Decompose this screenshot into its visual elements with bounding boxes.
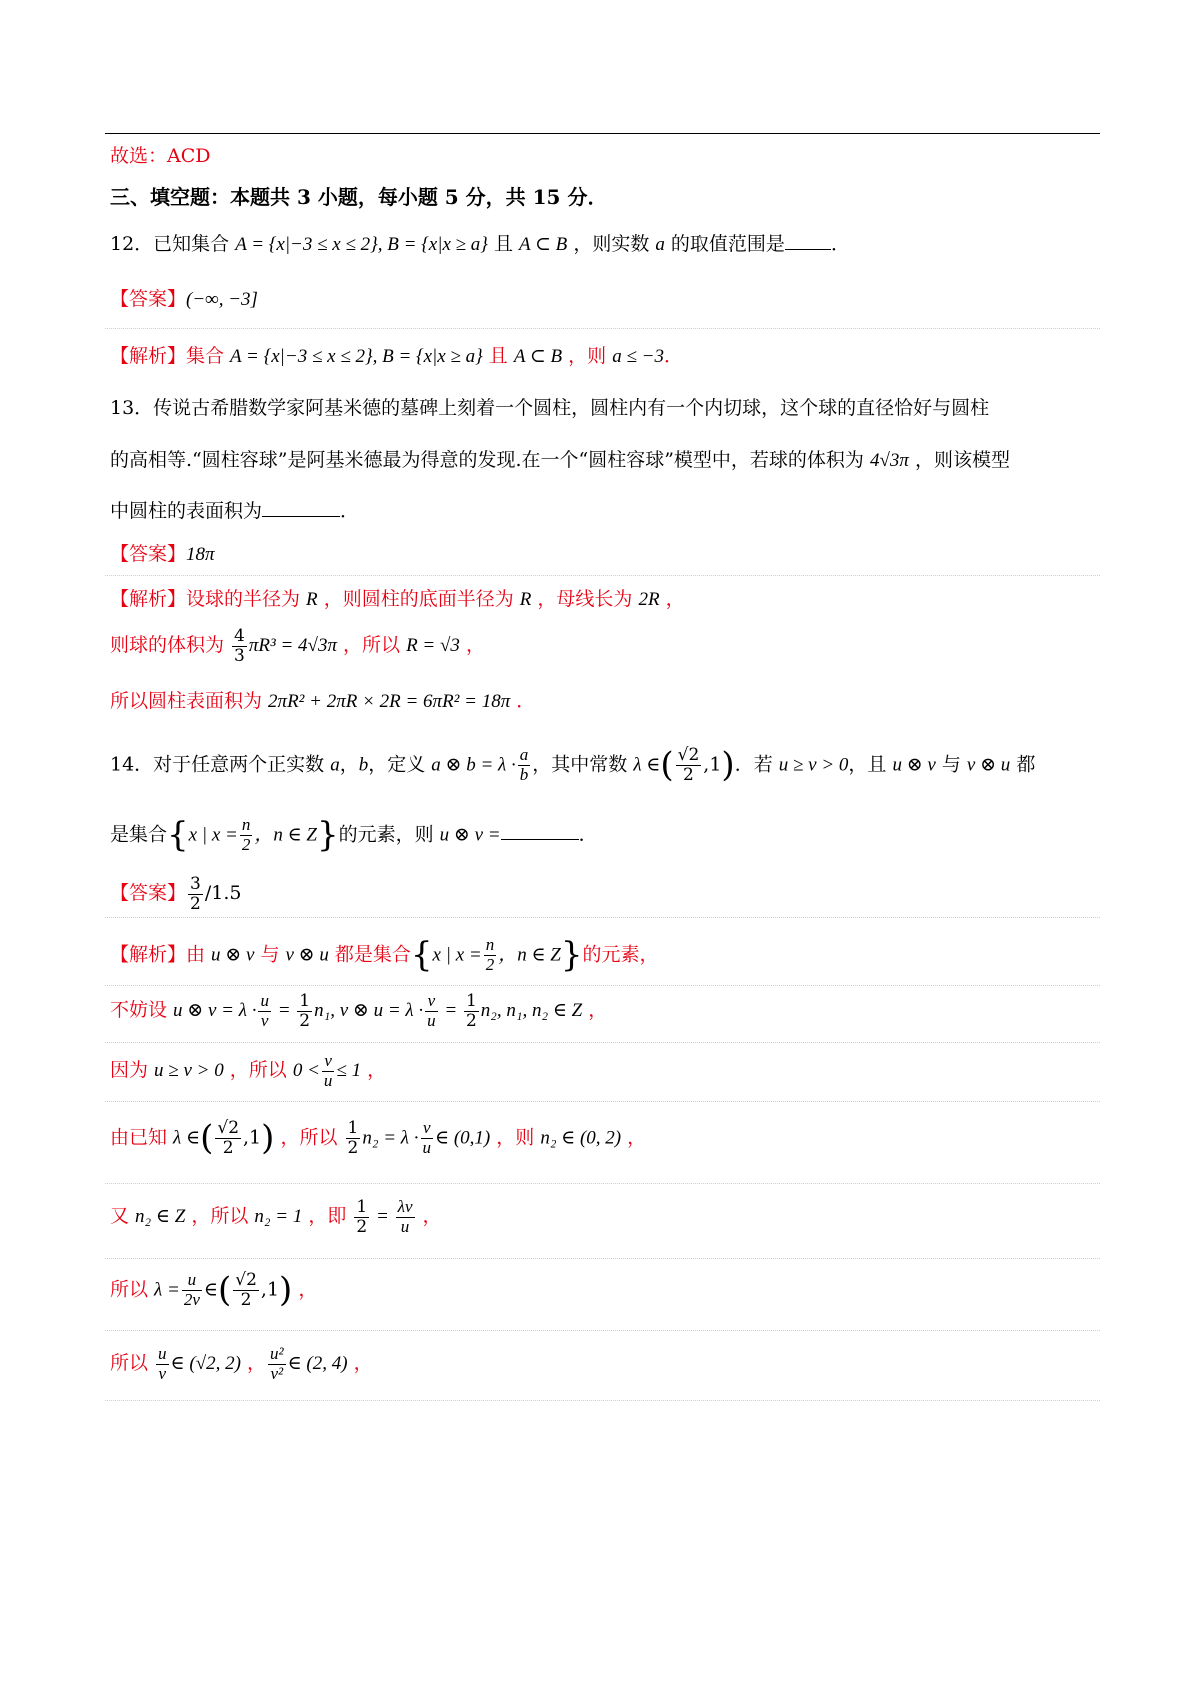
q12-var: a: [655, 234, 665, 256]
fraction-num: u: [187, 1270, 197, 1290]
dotted-divider: [105, 917, 1100, 918]
analysis-text: 又: [110, 1205, 136, 1228]
analysis-text: 与: [254, 943, 286, 966]
q13-period: ．: [340, 500, 360, 523]
fraction: [182, 1271, 202, 1309]
fraction-num: v: [427, 991, 436, 1010]
q14-text: ，其中常数: [532, 753, 634, 776]
q14-analysis-4: [110, 1118, 646, 1159]
analysis-text: 且: [482, 345, 514, 367]
fraction: [396, 1198, 415, 1236]
q14-text: 的元素，则: [338, 823, 440, 846]
dotted-divider: [105, 1042, 1100, 1043]
fraction-den: v²: [268, 1364, 286, 1384]
question-13-line-3: [110, 499, 359, 523]
q14-var: a: [330, 754, 340, 776]
interval-end: ,1: [243, 1126, 262, 1149]
dotted-divider: [105, 1183, 1100, 1184]
fraction: [676, 746, 702, 784]
analysis-text: ，: [459, 634, 485, 657]
fraction-num: 4: [234, 626, 245, 646]
fraction-num: 1: [465, 991, 477, 1011]
q14-condition: u ≥ v > 0: [778, 754, 849, 776]
answer-blank: [262, 499, 340, 517]
answer-label: 【答案】: [110, 882, 187, 905]
fraction: [425, 992, 438, 1030]
fraction-den: u: [427, 1010, 436, 1030]
fraction: [258, 992, 271, 1030]
analysis-text: ，: [621, 1126, 647, 1149]
q12-text: 且: [487, 233, 519, 256]
fraction: [322, 1052, 335, 1090]
fraction: [518, 746, 531, 784]
brace-close: }: [560, 935, 583, 975]
fraction-num: √2: [217, 1118, 240, 1139]
analysis-text: 所以圆柱表面积为: [110, 690, 269, 712]
answer-choice-line: [110, 145, 211, 168]
expr: n₁, v ⊗ u = λ ·: [314, 1000, 424, 1022]
fraction: [421, 1119, 434, 1157]
q14-op: u ⊗ v: [892, 754, 936, 776]
analysis-text: ，则: [562, 345, 613, 367]
dotted-divider: [105, 985, 1100, 986]
q13-text: ，则该模型: [908, 449, 1010, 471]
dotted-divider: [105, 1101, 1100, 1102]
analysis-text: ，所以: [336, 634, 407, 657]
expr: u ≥ v > 0: [154, 1060, 224, 1082]
brace-close: }: [316, 815, 339, 855]
expr: n₂ ∈ Z: [135, 1206, 186, 1228]
analysis-text: 因为: [110, 1059, 155, 1082]
question-13-line-2: [110, 449, 1010, 473]
analysis-text: ．: [663, 345, 683, 367]
q14-analysis-1: [110, 935, 659, 976]
analysis-text: ，所以: [274, 1126, 344, 1149]
analysis-text: ，所以: [223, 1059, 293, 1082]
q14-text: 都: [1010, 753, 1036, 776]
set-builder: x | x =: [188, 824, 238, 846]
set-condition: ，n ∈ Z: [254, 824, 317, 846]
q12-period: ．: [830, 233, 850, 256]
q13-answer: [110, 543, 215, 567]
header-rule: [105, 133, 1100, 134]
fraction-num: 1: [356, 1197, 368, 1217]
analysis-text: ．: [510, 690, 536, 712]
fraction-num: u²: [270, 1344, 284, 1363]
fraction-num: v: [422, 1118, 431, 1138]
q14-text: ，定义: [368, 753, 432, 776]
expr: n₂, n₁, n₂ ∈ Z: [480, 1000, 583, 1022]
q14-analysis-3: [110, 1052, 386, 1090]
fraction: [346, 1119, 361, 1157]
q13-analysis-1: [110, 588, 685, 612]
analysis-text: 不妨设: [110, 999, 174, 1022]
analysis-text: 则球的体积为: [110, 634, 231, 657]
brace-open: {: [167, 815, 189, 855]
expr: ≤ 1: [336, 1060, 362, 1082]
paren-open: (: [660, 745, 674, 785]
expr: ∈ (2, 4): [287, 1353, 348, 1375]
question-12: [110, 232, 850, 257]
fraction-den: 2: [215, 1138, 241, 1158]
fraction: [354, 1198, 369, 1236]
expr: 0 <: [292, 1060, 320, 1082]
dotted-divider: [105, 1400, 1100, 1401]
equals: =: [439, 1000, 462, 1022]
expr: n₂ ∈ (0, 2): [540, 1127, 622, 1149]
q14-op: v ⊗ u: [966, 754, 1011, 776]
q14-analysis-2: [110, 992, 607, 1030]
interval-end: ,1: [260, 1278, 280, 1301]
fraction-den: 2: [676, 765, 702, 785]
q13-text: 13．传说古希腊数学家阿基米德的墓碑上刻着一个圆柱，圆柱内有一个内切球，这个球的直径恰好与圆柱: [110, 397, 990, 419]
paren-open: (: [200, 1118, 214, 1158]
fraction-den: 2: [347, 1137, 359, 1158]
q14-text: ，: [339, 753, 359, 776]
paren-close: ): [279, 1270, 293, 1310]
answer-blank: [785, 232, 831, 250]
fraction-den: 2: [190, 893, 201, 914]
expr: λ =: [154, 1279, 180, 1301]
analysis-text: 由已知: [110, 1126, 174, 1149]
fraction: [233, 1271, 259, 1309]
set-builder: x | x =: [432, 944, 482, 966]
fraction: [240, 816, 253, 854]
expr: ∈ (√2, 2): [170, 1353, 241, 1375]
q14-definition: a ⊗ b = λ ·: [431, 754, 516, 776]
q13-answer-value: 18π: [186, 544, 215, 565]
answer-label: 【答案】: [110, 288, 187, 310]
analysis-text: 都是集合: [328, 943, 411, 966]
fraction: [156, 1345, 169, 1383]
section-heading-text: 三、填空题：本题共 3 小题，每小题 5 分，共 15 分．: [110, 185, 608, 209]
analysis-label: 【解析】集合: [110, 345, 231, 367]
analysis-label: 【解析】由: [110, 943, 212, 966]
q12-text: 12．已知集合: [110, 233, 236, 256]
fraction-den: 2: [465, 1010, 477, 1031]
q12-sets: A = {x|−3 ≤ x ≤ 2}, B = {x|x ≥ a}: [230, 346, 483, 367]
q14-op: v ⊗ u: [285, 944, 329, 966]
expr: ∈: [203, 1279, 218, 1301]
q14-text: 是集合: [110, 823, 168, 846]
expr: λ ∈: [173, 1127, 201, 1149]
q14-text: ．若: [734, 753, 779, 776]
dotted-divider: [105, 1258, 1100, 1259]
q14-answer-value: /1.5: [204, 882, 242, 905]
fraction-den: u: [323, 1070, 333, 1090]
fraction-num: 1: [299, 991, 311, 1011]
q14-analysis-7: [110, 1345, 373, 1383]
dotted-divider: [105, 1330, 1100, 1331]
q12-answer: [110, 288, 258, 312]
interval-end: ,1: [703, 753, 722, 776]
q13-volume: 4√3π: [869, 450, 909, 471]
equals: =: [371, 1206, 394, 1228]
expr: u ⊗ v = λ ·: [173, 1000, 257, 1022]
q14-var: b: [358, 754, 369, 776]
analysis-text: ，: [416, 1205, 442, 1228]
fraction: [484, 936, 497, 974]
q12-subset: A ⊂ B: [519, 234, 568, 256]
fraction-den: 2: [233, 1290, 259, 1310]
fraction-num: v: [324, 1051, 332, 1070]
analysis-text: ，: [582, 999, 608, 1022]
q13-analysis-2: [110, 627, 485, 665]
dotted-divider: [105, 328, 1100, 329]
analysis-text: 的元素，: [582, 943, 659, 966]
fraction: [268, 1345, 286, 1383]
expr: n₂ = λ ·: [362, 1127, 419, 1149]
fraction-den: 2: [299, 1010, 311, 1031]
analysis-text: ，: [361, 1059, 387, 1082]
equals: =: [272, 1000, 296, 1022]
fraction-den: v: [156, 1364, 169, 1384]
expr: n₂ = 1: [254, 1206, 303, 1228]
fraction-num: λv: [397, 1197, 413, 1216]
fraction-den: 2: [241, 834, 251, 854]
surface-formula: 2πR² + 2πR × 2R = 6πR² = 18π: [268, 691, 511, 712]
fraction: [297, 992, 312, 1030]
analysis-text: ，所以: [185, 1205, 255, 1228]
q14-analysis-5: [110, 1198, 442, 1236]
analysis-text: ，: [659, 588, 685, 610]
fraction-den: 2: [485, 954, 495, 974]
q14-lambda: λ ∈: [633, 754, 661, 776]
fraction-num: √2: [235, 1270, 257, 1291]
fraction-num: u: [260, 991, 269, 1010]
fraction: [232, 627, 247, 665]
q14-answer: [110, 875, 241, 913]
q13-text: 的高相等.“圆柱容球”是阿基米德最为得意的发现.在一个“圆柱容球”模型中，若球的体积为: [110, 449, 870, 471]
fraction-den: b: [519, 764, 529, 784]
fraction-num: n: [241, 815, 251, 835]
fraction-num: 1: [347, 1118, 359, 1139]
fraction-num: n: [485, 935, 495, 955]
analysis-text: 所以: [110, 1352, 155, 1375]
analysis-text: ，即: [302, 1205, 353, 1228]
fraction: [215, 1119, 241, 1157]
radius-value: R = √3: [406, 635, 460, 657]
radius-var: R: [519, 589, 532, 610]
analysis-text: ，则圆柱的底面半径为: [317, 588, 520, 610]
fraction: [464, 992, 479, 1030]
analysis-label: 【解析】设球的半径为: [110, 588, 307, 610]
fraction-den: 2: [356, 1216, 368, 1237]
paren-close: ): [261, 1118, 275, 1158]
fraction-num: u: [158, 1344, 167, 1363]
q14-period: ．: [578, 823, 598, 846]
brace-open: {: [410, 935, 433, 975]
q12-sets: A = {x|−3 ≤ x ≤ 2}, B = {x|x ≥ a}: [235, 234, 488, 256]
question-14-line-2: [110, 815, 598, 856]
fraction-num: 3: [190, 874, 201, 894]
answer-blank: [501, 822, 579, 840]
section-heading: [110, 185, 607, 209]
analysis-text: ，: [347, 1352, 373, 1375]
expr: ∈ (0,1): [435, 1127, 491, 1149]
q12-text: 的取值范围是: [664, 233, 785, 256]
analysis-text: ，母线长为: [531, 588, 639, 610]
fraction-num: a: [519, 745, 529, 765]
fraction-den: v: [258, 1011, 271, 1031]
fraction-den: u: [396, 1217, 415, 1237]
fraction-den: u: [422, 1137, 431, 1157]
q12-result: a ≤ −3: [612, 346, 664, 367]
q12-answer-value: (−∞, −3]: [186, 289, 258, 310]
q14-analysis-6: [110, 1270, 317, 1311]
paren-open: (: [217, 1270, 232, 1310]
paren-close: ): [721, 745, 735, 785]
answer-label: 【答案】: [110, 543, 187, 565]
answer-choice-text: 故选：ACD: [110, 145, 211, 167]
radius-var: R: [306, 589, 318, 610]
analysis-text: 所以: [110, 1278, 155, 1301]
q14-text: ，且: [848, 753, 893, 776]
question-14-line-1: [110, 745, 1035, 786]
analysis-text: ，: [240, 1352, 266, 1375]
fraction: [188, 875, 203, 913]
fraction-num: √2: [677, 745, 700, 766]
fraction-den: 2v: [183, 1289, 200, 1309]
q14-op: u ⊗ v =: [439, 824, 501, 846]
q12-analysis: [110, 345, 683, 369]
generatrix-len: 2R: [638, 589, 660, 610]
fraction-den: 3: [234, 645, 245, 666]
q13-analysis-3: [110, 690, 535, 714]
q13-text: 中圆柱的表面积为: [110, 500, 263, 523]
q12-text: ，则实数: [567, 233, 656, 256]
volume-formula: πR³ = 4√3π: [248, 635, 337, 657]
analysis-text: ，: [292, 1278, 318, 1301]
q14-text: 与: [935, 753, 967, 776]
analysis-text: ，则: [490, 1126, 541, 1149]
q14-op: u ⊗ v: [211, 944, 255, 966]
set-condition: ，n ∈ Z: [498, 944, 561, 966]
dotted-divider: [105, 575, 1100, 576]
q14-text: 14．对于任意两个正实数: [110, 753, 331, 776]
q12-subset: A ⊂ B: [513, 346, 563, 367]
question-13-line-1: [110, 397, 989, 420]
